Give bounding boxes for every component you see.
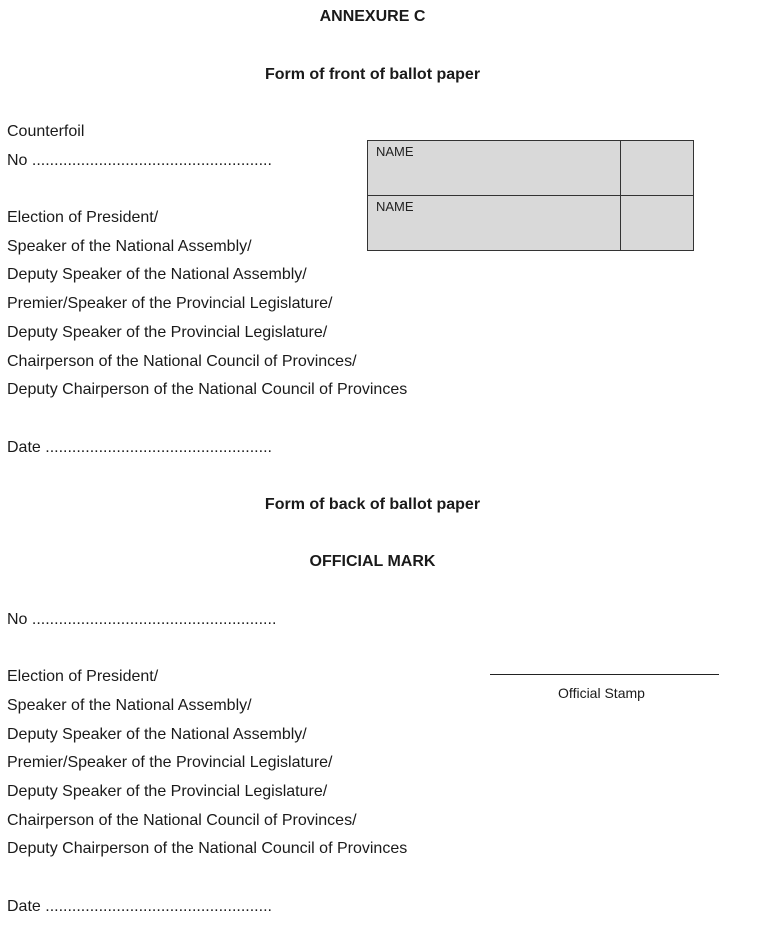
back-form-title: Form of back of ballot paper	[264, 496, 481, 513]
back-election-line: Deputy Speaker of the National Assembly/	[7, 726, 307, 743]
back-election-line: Speaker of the National Assembly/	[7, 697, 252, 714]
vote-mark-box[interactable]	[621, 196, 693, 250]
back-election-line: Premier/Speaker of the Provincial Legislature/	[7, 754, 333, 771]
candidate-name-cell: NAME	[368, 141, 621, 195]
back-date-line: Date ...................................................	[7, 898, 272, 915]
front-election-line: Premier/Speaker of the Provincial Legislature/	[7, 295, 333, 312]
stamp-signature-line	[490, 674, 719, 675]
front-form-title: Form of front of ballot paper	[264, 66, 481, 83]
back-election-line: Chairperson of the National Council of Provinces/	[7, 812, 357, 829]
ballot-candidate-table	[367, 140, 694, 251]
annexure-title: ANNEXURE C	[319, 8, 426, 25]
back-election-line: Deputy Speaker of the Provincial Legislature/	[7, 783, 328, 800]
front-election-line: Deputy Chairperson of the National Council of Provinces	[7, 381, 408, 398]
back-election-line: Deputy Chairperson of the National Council of Provinces	[7, 840, 408, 857]
ballot-row	[368, 195, 693, 250]
candidate-name-cell: NAME	[368, 196, 621, 250]
front-number-line: No ......................................................	[7, 152, 272, 169]
front-election-line: Deputy Speaker of the Provincial Legislature/	[7, 324, 328, 341]
front-election-line: Election of President/	[7, 209, 159, 226]
vote-mark-box[interactable]	[621, 141, 693, 195]
front-election-line: Deputy Speaker of the National Assembly/	[7, 266, 307, 283]
back-number-line: No .......................................................	[7, 611, 277, 628]
official-mark-title: OFFICIAL MARK	[309, 553, 436, 570]
front-election-line: Speaker of the National Assembly/	[7, 238, 252, 255]
front-date-line: Date ...................................................	[7, 439, 272, 456]
official-stamp-label: Official Stamp	[558, 685, 645, 701]
front-election-line: Chairperson of the National Council of Provinces/	[7, 353, 357, 370]
counterfoil-label: Counterfoil	[7, 123, 85, 140]
back-election-line: Election of President/	[7, 668, 159, 685]
ballot-row	[368, 141, 693, 195]
